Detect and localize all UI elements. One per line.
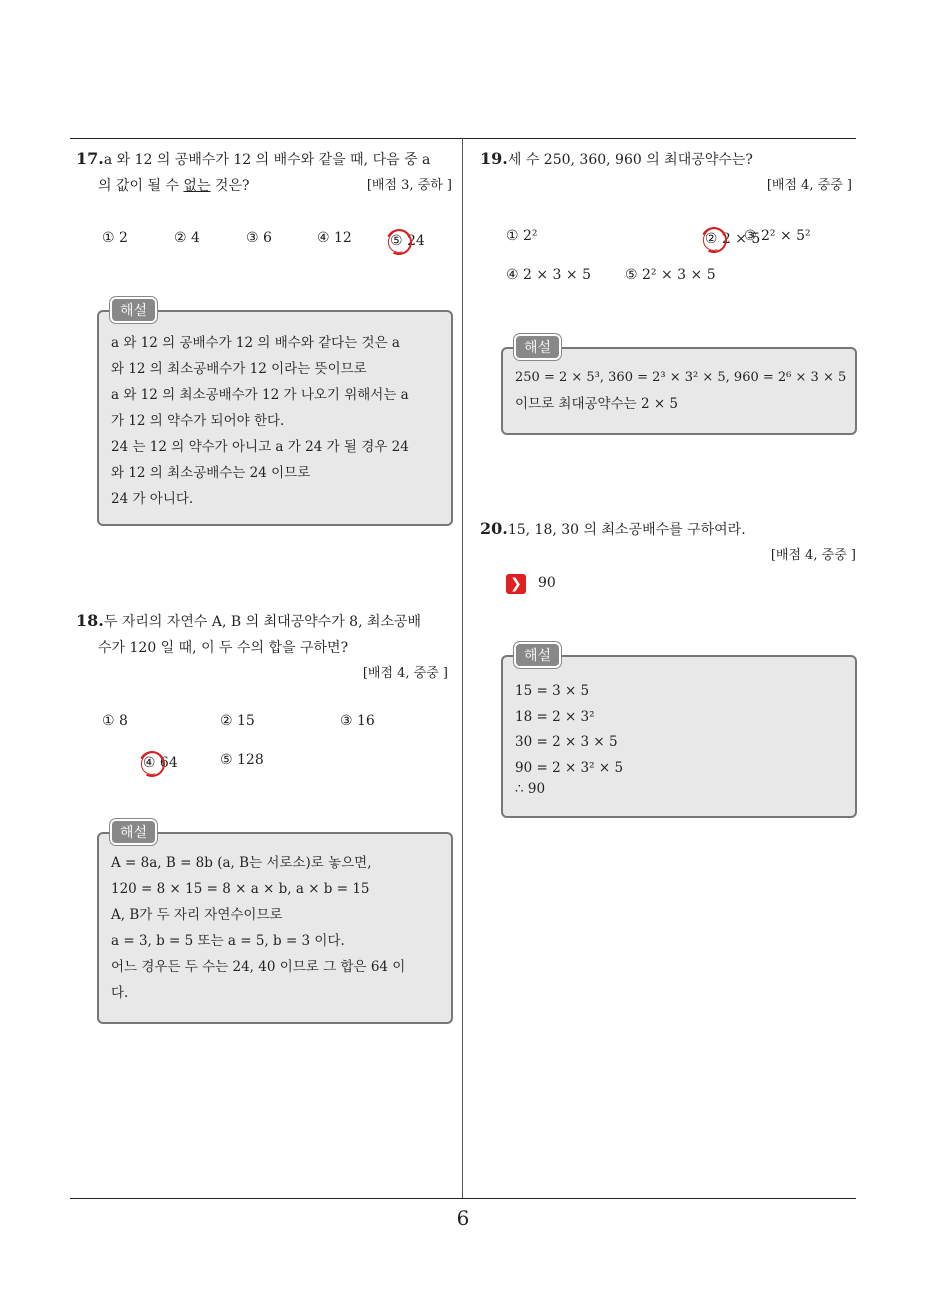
solution-line: A = 8a, B = 8b (a, B는 서로소)로 놓으면, [111,855,372,871]
solution-line: 24 가 아니다. [111,491,194,507]
column-divider [462,138,463,1198]
choice-5-marked[interactable]: ⑤ 24 [390,233,425,249]
choice-3[interactable]: ③ 16 [340,713,375,729]
solution-box-18 [97,832,453,1024]
solution-line: 30 = 2 × 3 × 5 [515,734,618,750]
choice-5[interactable]: ⑤ 2² × 3 × 5 [625,267,716,283]
score-meta: [배점 4, 중중 ] [766,178,852,193]
question-17 [76,146,456,199]
choice-4-marked[interactable]: ④ 64 [142,755,178,771]
question-20 [480,516,858,569]
choice-4[interactable]: ④ 12 [317,230,352,246]
solution-box-17 [97,310,453,526]
solution-line: 250 = 2 × 5³, 360 = 2³ × 3² × 5, 960 = 2⁶ × 3 × 5 [515,370,847,385]
question-text-2: 의 값이 될 수 [98,178,184,194]
solution-line: 15 = 3 × 5 [515,683,590,699]
question-number: 18. [76,611,104,630]
score-meta: [배점 4, 중중 ] [770,548,856,563]
solution-tab: 해설 [110,297,157,323]
solution-line: ∴ 90 [515,781,546,797]
solution-line: 120 = 8 × 15 = 8 × a × b, a × b = 15 [111,881,370,897]
top-rule [70,138,856,139]
solution-line: 와 12 의 최소공배수는 24 이므로 [111,465,311,481]
solution-line: 어느 경우든 두 수는 24, 40 이므로 그 합은 64 이 [111,959,406,975]
choice-3[interactable]: ③ 2² × 5² [744,228,811,244]
solution-line: 90 = 2 × 3² × 5 [515,759,624,776]
solution-line: 이므로 최대공약수는 2 × 5 [515,396,679,412]
solution-line: 24 는 12 의 약수가 아니고 a 가 24 가 될 경우 24 [111,439,409,455]
question-text: 15, 18, 30 의 최소공배수를 구하여라. [507,522,746,538]
choice-5[interactable]: ⑤ 128 [220,752,264,768]
underlined-word: 없는 [183,178,211,194]
solution-line: a 와 12 의 최소공배수가 12 가 나오기 위해서는 a [111,387,409,403]
choice-2[interactable]: ② 4 [174,230,200,246]
page-number: 6 [456,1206,470,1230]
solution-tab: 해설 [514,334,561,360]
choice-2-marked[interactable]: ② 2 × 5 [704,231,761,247]
solution-box-19 [501,347,857,435]
solution-line: a 와 12 의 공배수가 12 의 배수와 같다는 것은 a [111,335,400,351]
question-text: a 와 12 의 공배수가 12 의 배수와 같을 때, 다음 중 a [103,152,431,168]
question-number: 20. [480,519,508,538]
solution-line: 가 12 의 약수가 되어야 한다. [111,413,285,429]
chevron-right-icon: ❯ [506,574,526,594]
solution-line: 와 12 의 최소공배수가 12 이라는 뜻이므로 [111,361,367,377]
choice-2[interactable]: ② 15 [220,713,255,729]
answer-value: 90 [538,575,556,591]
choice-4[interactable]: ④ 2 × 3 × 5 [506,267,591,283]
question-18 [76,608,460,687]
question-19 [480,146,856,199]
solution-line: a = 3, b = 5 또는 a = 5, b = 3 이다. [111,933,345,949]
question-number: 17. [76,149,104,168]
score-meta: [배점 4, 중중 ] [362,666,448,681]
question-text: 두 자리의 자연수 A, B 의 최대공약수가 8, 최소공배 [103,614,422,630]
solution-tab: 해설 [110,819,157,845]
choice-1[interactable]: ① 2² [506,228,538,244]
choice-3[interactable]: ③ 6 [246,230,272,246]
question-number: 19. [480,149,508,168]
question-text-3: 것은? [210,178,250,194]
choice-1[interactable]: ① 2 [102,230,128,246]
question-text-2: 수가 120 일 때, 이 두 수의 합을 구하면? [98,640,349,656]
solution-line: A, B가 두 자리 자연수이므로 [111,907,283,923]
bottom-rule [70,1198,856,1199]
solution-line: 다. [111,985,129,1001]
solution-tab: 해설 [514,642,561,668]
choice-1[interactable]: ① 8 [102,713,128,729]
solution-box-20 [501,655,857,818]
solution-line: 18 = 2 × 3² [515,708,595,725]
question-text: 세 수 250, 360, 960 의 최대공약수는? [507,152,753,168]
score-meta: [배점 3, 중하 ] [366,178,452,193]
